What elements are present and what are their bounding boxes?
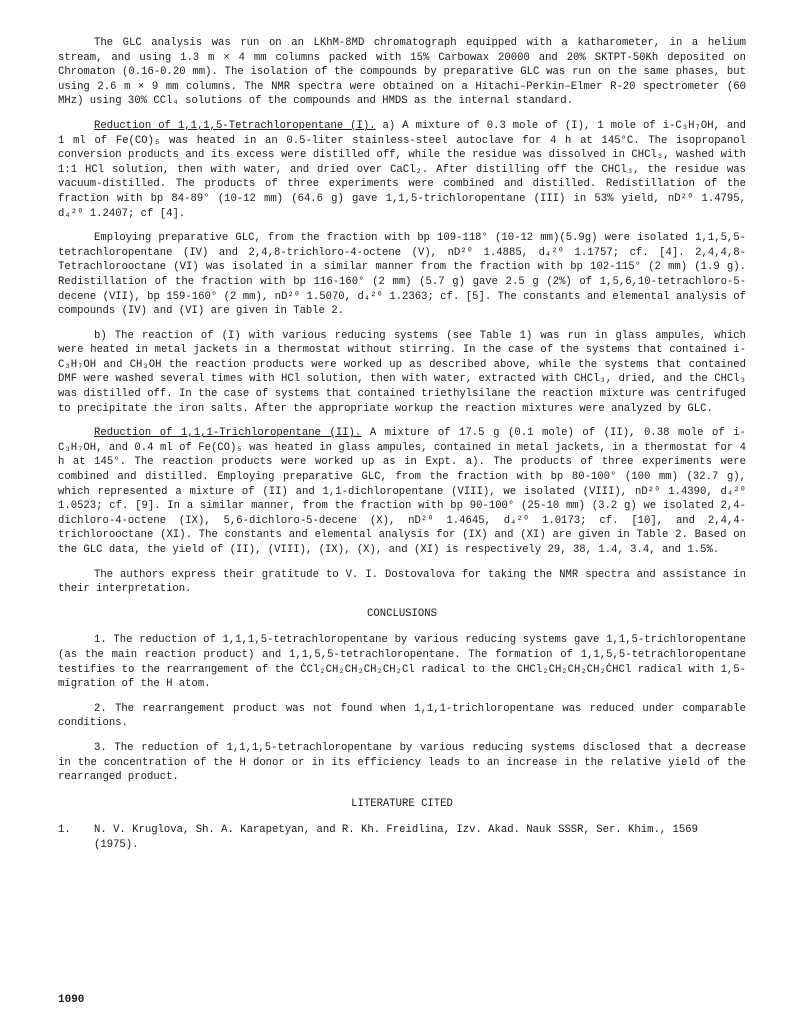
reference-1 [58,823,746,852]
paragraph-reduction-i [58,119,753,221]
paragraph-reduction-ii [58,426,753,557]
reference-text: N. V. Kruglova, Sh. A. Karapetyan, and R. Kh. Freidlina, Izv. Akad. Nauk SSSR, Ser. Khim., 1569 (1975). [94,824,705,851]
reduction-i-text: a) A mixture of 0.3 mole of (I), 1 mole of i-C₃H₇OH, and 1 ml of Fe(CO)₅ was heated in an 0.5-liter stainless-steel autoclave for 4 h at 145°C. The isopropanol conversion products and its excess were distilled off, while the residue was dissolved in CHCl₃, washed with 1:1 HCl solution, then with water, and dried over CaCl₂. After distilling off the CHCl₃, the residue was vacuum-distilled. The products of three experiments were combined and distilled. Redistillation of the fraction with bp 84-89° (10-12 mm) (64.6 g) gave 1,1,5-trichloropentane (III) in 53% yield, nD²⁰ 1.4795, d₄²⁰ 1.2407; cf [4]. [58,119,753,220]
paragraph-prep-glc: Employing preparative GLC, from the fraction with bp 109-118° (10-12 mm)(5.9g) were isolated 1,1,5,5-tetrachloropentane (IV) and 2,4,8-trichloro-4-octene (V), nD²⁰ 1.4885, d₄²⁰ 1.1757; cf. [4]. 2,4,4,8-Tetrachlorooctane (VI) was isolated in a similar manner from the fraction with bp 102-115° (2 mm) (1.9 g). Redistillation of the fraction with bp 116-160° (2 mm) (5.7 g) gave 2.5 g (2%) of 1,5,6,10-tetrachloro-5-decene (VII), bp 159-160° (2 mm), nD²⁰ 1.5070, d₄²⁰ 1.2363; cf. [5]. The constants and elemental analysis of compounds (IV) and (VI) are given in Table 2. [58,232,753,318]
paragraph-glc-intro: The GLC analysis was run on an LKhM-8MD chromatograph equipped with a katharometer, in a helium stream, and using 1.3 m × 4 mm columns packed with 15% Carbowax 20000 and 20% SKTPT-50Kh deposited on Chromaton (0.16-0.20 mm). The isolation of the compounds by preparative GLC was run on the same phases, but using 2.6 m × 9 mm columns. The NMR spectra were obtained on a Hitachi–Perkin–Elmer R-20 spectrometer (60 MHz) using 30% CCl₄ solutions of the compounds and HMDS as the internal standard. [58,37,753,108]
paragraph-part-b: b) The reaction of (I) with various reducing systems (see Table 1) was run in glass ampules, which were heated in metal jackets in a thermostat without stirring. In the case of the systems that contained i-C₃H₇OH and CH₃OH the reaction products were worked up as described above, while the systems that contained DMF were washed several times with HCl solution, then with water, extracted with CHCl₃, dried, and the CHCl₃ was distilled off. In the case of systems that contained triethylsilane the reaction mixture was centrifuged to precipitate the iron salts. After the appropriate workup the reaction mixtures were analyzed by GLC. [58,329,753,415]
conclusion-item-1: 1. The reduction of 1,1,1,5-tetrachloropentane by various reducing systems gave 1,1,5-trichloropentane (as the main reaction product) and 1,1,5,5-tetrachloropentane. The formation of 1,1,5,5-tetrachloropentane testifies to the rearrangement of the ĊCl₂CH₂CH₂CH₂CH₂Cl radical to the CHCl₂CH₂CH₂CH₂ĊHCl radical with 1,5-migration of the H atom. [58,634,753,691]
heading-reduction-ii: Reduction of 1,1,1-Trichloropentane (II). [94,427,362,440]
conclusion-item-3: 3. The reduction of 1,1,1,5-tetrachloropentane by various reducing systems disclosed that a decrease in the concentration of the H donor or in its efficiency leads to an increase in the relative yield of the rearranged product. [58,741,753,784]
conclusions-heading: CONCLUSIONS [367,607,437,620]
page-body [58,36,753,853]
literature-heading: LITERATURE CITED [351,797,453,810]
conclusion-item-2: 2. The rearrangement product was not found when 1,1,1-trichloropentane was reduced under comparable conditions. [58,702,753,730]
reference-number: 1. [58,824,71,837]
paragraph-thanks: The authors express their gratitude to V. I. Dostovalova for taking the NMR spectra and assistance in their interpretation. [58,568,753,596]
reduction-ii-text: A mixture of 17.5 g (0.1 mole) of (II), 0.38 mole of i-C₃H₇OH, and 0.4 ml of Fe(CO)₅ was heated in glass ampules, contained in metal jackets, in a thermostat for 4 h at 145°. The reaction products were worked up as in Expt. a). The products of three experiments were combined and distilled. Employing preparative GLC, from the fraction with bp 80-100° (100 mm) (32.7 g), which represented a mixture of (II) and 1,1-dichloropentane (VIII), we isolated (VIII), nD²⁰ 1.4390, d₄²⁰ 1.0523; cf. [9]. In a similar manner, from the fraction with bp 90-100° (25-10 mm) (3.2 g) we isolated 2,4-dichloro-4-octene (IX), 5,6-dichloro-5-decene (X), nD²⁰ 1.4645, d₄²⁰ 1.0173; cf. [10], and 2,4,4-trichlorooctane (XI). The constants and elemental analysis for (IX) and (XI) are given in Table 2. Based on the GLC data, the yield of (II), (VIII), (IX), (X), and (XI) is respectively 29, 38, 1.4, 3.4, and 1.5%. [58,427,753,556]
page-number: 1090 [58,994,85,1006]
heading-reduction-i: Reduction of 1,1,1,5-Tetrachloropentane (I). [94,119,376,132]
